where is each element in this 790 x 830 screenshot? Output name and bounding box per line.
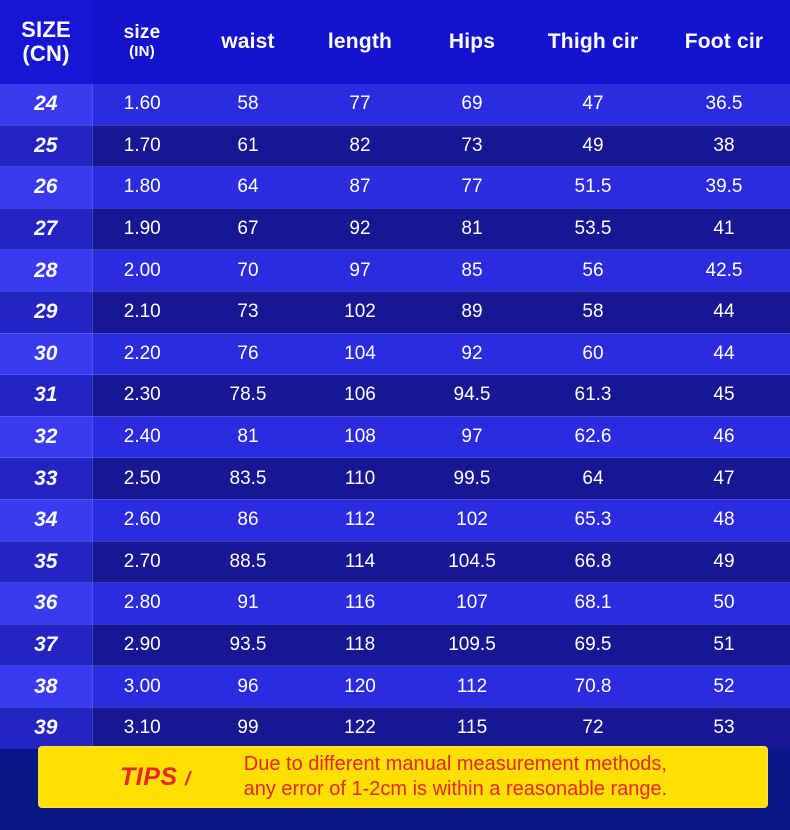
cell-length: 102 (304, 291, 416, 333)
table-row (0, 541, 790, 583)
cell-hips: 81 (416, 208, 528, 250)
cell-waist: 64 (192, 167, 304, 209)
table-row (0, 583, 790, 625)
cell-waist: 88.5 (192, 541, 304, 583)
cell-waist: 91 (192, 583, 304, 625)
cell-waist: 70 (192, 250, 304, 292)
cell-size: 27 (0, 208, 92, 250)
cell-hips: 107 (416, 583, 528, 625)
cell-size: 24 (0, 84, 92, 125)
cell-size-in: 1.70 (92, 125, 192, 167)
cell-size: 33 (0, 458, 92, 500)
cell-hips: 102 (416, 499, 528, 541)
table-header-row (0, 0, 790, 84)
table-row (0, 291, 790, 333)
cell-thigh-cir: 60 (528, 333, 658, 375)
cell-foot-cir: 48 (658, 499, 790, 541)
cell-hips: 85 (416, 250, 528, 292)
cell-hips: 92 (416, 333, 528, 375)
cell-size: 36 (0, 583, 92, 625)
cell-size: 37 (0, 624, 92, 666)
cell-size: 35 (0, 541, 92, 583)
cell-waist: 93.5 (192, 624, 304, 666)
column-header-hips: Hips (416, 0, 528, 84)
cell-thigh-cir: 51.5 (528, 167, 658, 209)
cell-waist: 81 (192, 416, 304, 458)
cell-thigh-cir: 58 (528, 291, 658, 333)
cell-size-in: 2.30 (92, 375, 192, 417)
cell-size-in: 2.00 (92, 250, 192, 292)
cell-waist: 61 (192, 125, 304, 167)
cell-size: 31 (0, 375, 92, 417)
cell-waist: 67 (192, 208, 304, 250)
table-row (0, 250, 790, 292)
cell-size-in: 3.00 (92, 666, 192, 708)
cell-hips: 99.5 (416, 458, 528, 500)
cell-waist: 73 (192, 291, 304, 333)
cell-thigh-cir: 66.8 (528, 541, 658, 583)
cell-waist: 76 (192, 333, 304, 375)
table-row (0, 416, 790, 458)
cell-length: 87 (304, 167, 416, 209)
cell-foot-cir: 52 (658, 666, 790, 708)
table-row (0, 208, 790, 250)
cell-size-in: 3.10 (92, 707, 192, 748)
table-row (0, 624, 790, 666)
cell-length: 108 (304, 416, 416, 458)
cell-length: 120 (304, 666, 416, 708)
cell-hips: 69 (416, 84, 528, 125)
cell-hips: 73 (416, 125, 528, 167)
table-header (0, 0, 790, 84)
cell-hips: 104.5 (416, 541, 528, 583)
table-row (0, 458, 790, 500)
tips-banner (38, 746, 768, 808)
cell-waist: 58 (192, 84, 304, 125)
column-header-length: length (304, 0, 416, 84)
cell-size: 25 (0, 125, 92, 167)
cell-length: 82 (304, 125, 416, 167)
cell-hips: 89 (416, 291, 528, 333)
cell-size-in: 2.70 (92, 541, 192, 583)
cell-waist: 78.5 (192, 375, 304, 417)
cell-foot-cir: 42.5 (658, 250, 790, 292)
column-header-size-in-sub: (IN) (129, 43, 155, 61)
cell-thigh-cir: 61.3 (528, 375, 658, 417)
cell-hips: 77 (416, 167, 528, 209)
table-body (0, 84, 790, 749)
cell-waist: 83.5 (192, 458, 304, 500)
cell-length: 110 (304, 458, 416, 500)
tips-label-text: TIPS (120, 762, 178, 791)
table-row (0, 499, 790, 541)
cell-size: 29 (0, 291, 92, 333)
cell-hips: 109.5 (416, 624, 528, 666)
cell-foot-cir: 49 (658, 541, 790, 583)
cell-hips: 97 (416, 416, 528, 458)
cell-size-in: 1.60 (92, 84, 192, 125)
cell-length: 104 (304, 333, 416, 375)
table-row (0, 84, 790, 125)
cell-foot-cir: 44 (658, 291, 790, 333)
cell-size: 30 (0, 333, 92, 375)
cell-length: 106 (304, 375, 416, 417)
cell-hips: 112 (416, 666, 528, 708)
cell-size-in: 2.20 (92, 333, 192, 375)
cell-waist: 99 (192, 707, 304, 748)
cell-length: 122 (304, 707, 416, 748)
cell-thigh-cir: 47 (528, 84, 658, 125)
column-header-size-cn (0, 0, 92, 84)
cell-foot-cir: 44 (658, 333, 790, 375)
cell-thigh-cir: 65.3 (528, 499, 658, 541)
cell-size-in: 1.80 (92, 167, 192, 209)
table-row (0, 707, 790, 748)
column-header-size-in-main: size (123, 22, 161, 44)
cell-size: 28 (0, 250, 92, 292)
cell-foot-cir: 36.5 (658, 84, 790, 125)
cell-length: 116 (304, 583, 416, 625)
column-header-size-cn-sub: (CN) (22, 41, 70, 66)
cell-length: 97 (304, 250, 416, 292)
cell-size-in: 1.90 (92, 208, 192, 250)
cell-length: 118 (304, 624, 416, 666)
tips-label (38, 763, 205, 792)
cell-thigh-cir: 62.6 (528, 416, 658, 458)
cell-size-in: 2.50 (92, 458, 192, 500)
cell-thigh-cir: 56 (528, 250, 658, 292)
cell-length: 112 (304, 499, 416, 541)
cell-thigh-cir: 69.5 (528, 624, 658, 666)
cell-size-in: 2.60 (92, 499, 192, 541)
table-row (0, 666, 790, 708)
cell-foot-cir: 50 (658, 583, 790, 625)
cell-foot-cir: 41 (658, 208, 790, 250)
cell-foot-cir: 53 (658, 707, 790, 748)
cell-size: 34 (0, 499, 92, 541)
cell-size: 26 (0, 167, 92, 209)
cell-hips: 94.5 (416, 375, 528, 417)
cell-waist: 86 (192, 499, 304, 541)
column-header-foot-cir: Foot cir (658, 0, 790, 84)
cell-foot-cir: 47 (658, 458, 790, 500)
cell-foot-cir: 39.5 (658, 167, 790, 209)
cell-foot-cir: 51 (658, 624, 790, 666)
cell-thigh-cir: 64 (528, 458, 658, 500)
tips-message (205, 752, 768, 802)
cell-thigh-cir: 72 (528, 707, 658, 748)
cell-size: 39 (0, 707, 92, 748)
table-row (0, 375, 790, 417)
column-header-thigh-cir: Thigh cir (528, 0, 658, 84)
cell-size: 38 (0, 666, 92, 708)
tips-message-line1: Due to different manual measurement methods, (243, 753, 667, 775)
column-header-waist: waist (192, 0, 304, 84)
cell-thigh-cir: 68.1 (528, 583, 658, 625)
tips-message-line2: any error of 1-2cm is within a reasonable range. (243, 778, 668, 800)
table-row (0, 125, 790, 167)
column-header-size-in (92, 0, 192, 84)
cell-length: 92 (304, 208, 416, 250)
table-row (0, 167, 790, 209)
cell-size-in: 2.10 (92, 291, 192, 333)
cell-size-in: 2.90 (92, 624, 192, 666)
cell-length: 114 (304, 541, 416, 583)
tips-slash: / (185, 768, 191, 790)
cell-waist: 96 (192, 666, 304, 708)
cell-foot-cir: 38 (658, 125, 790, 167)
table-row (0, 333, 790, 375)
cell-size-in: 2.80 (92, 583, 192, 625)
cell-thigh-cir: 70.8 (528, 666, 658, 708)
cell-foot-cir: 46 (658, 416, 790, 458)
cell-size-in: 2.40 (92, 416, 192, 458)
cell-size: 32 (0, 416, 92, 458)
column-header-size-cn-main: SIZE (21, 17, 71, 43)
cell-thigh-cir: 53.5 (528, 208, 658, 250)
cell-length: 77 (304, 84, 416, 125)
cell-foot-cir: 45 (658, 375, 790, 417)
cell-thigh-cir: 49 (528, 125, 658, 167)
cell-hips: 115 (416, 707, 528, 748)
